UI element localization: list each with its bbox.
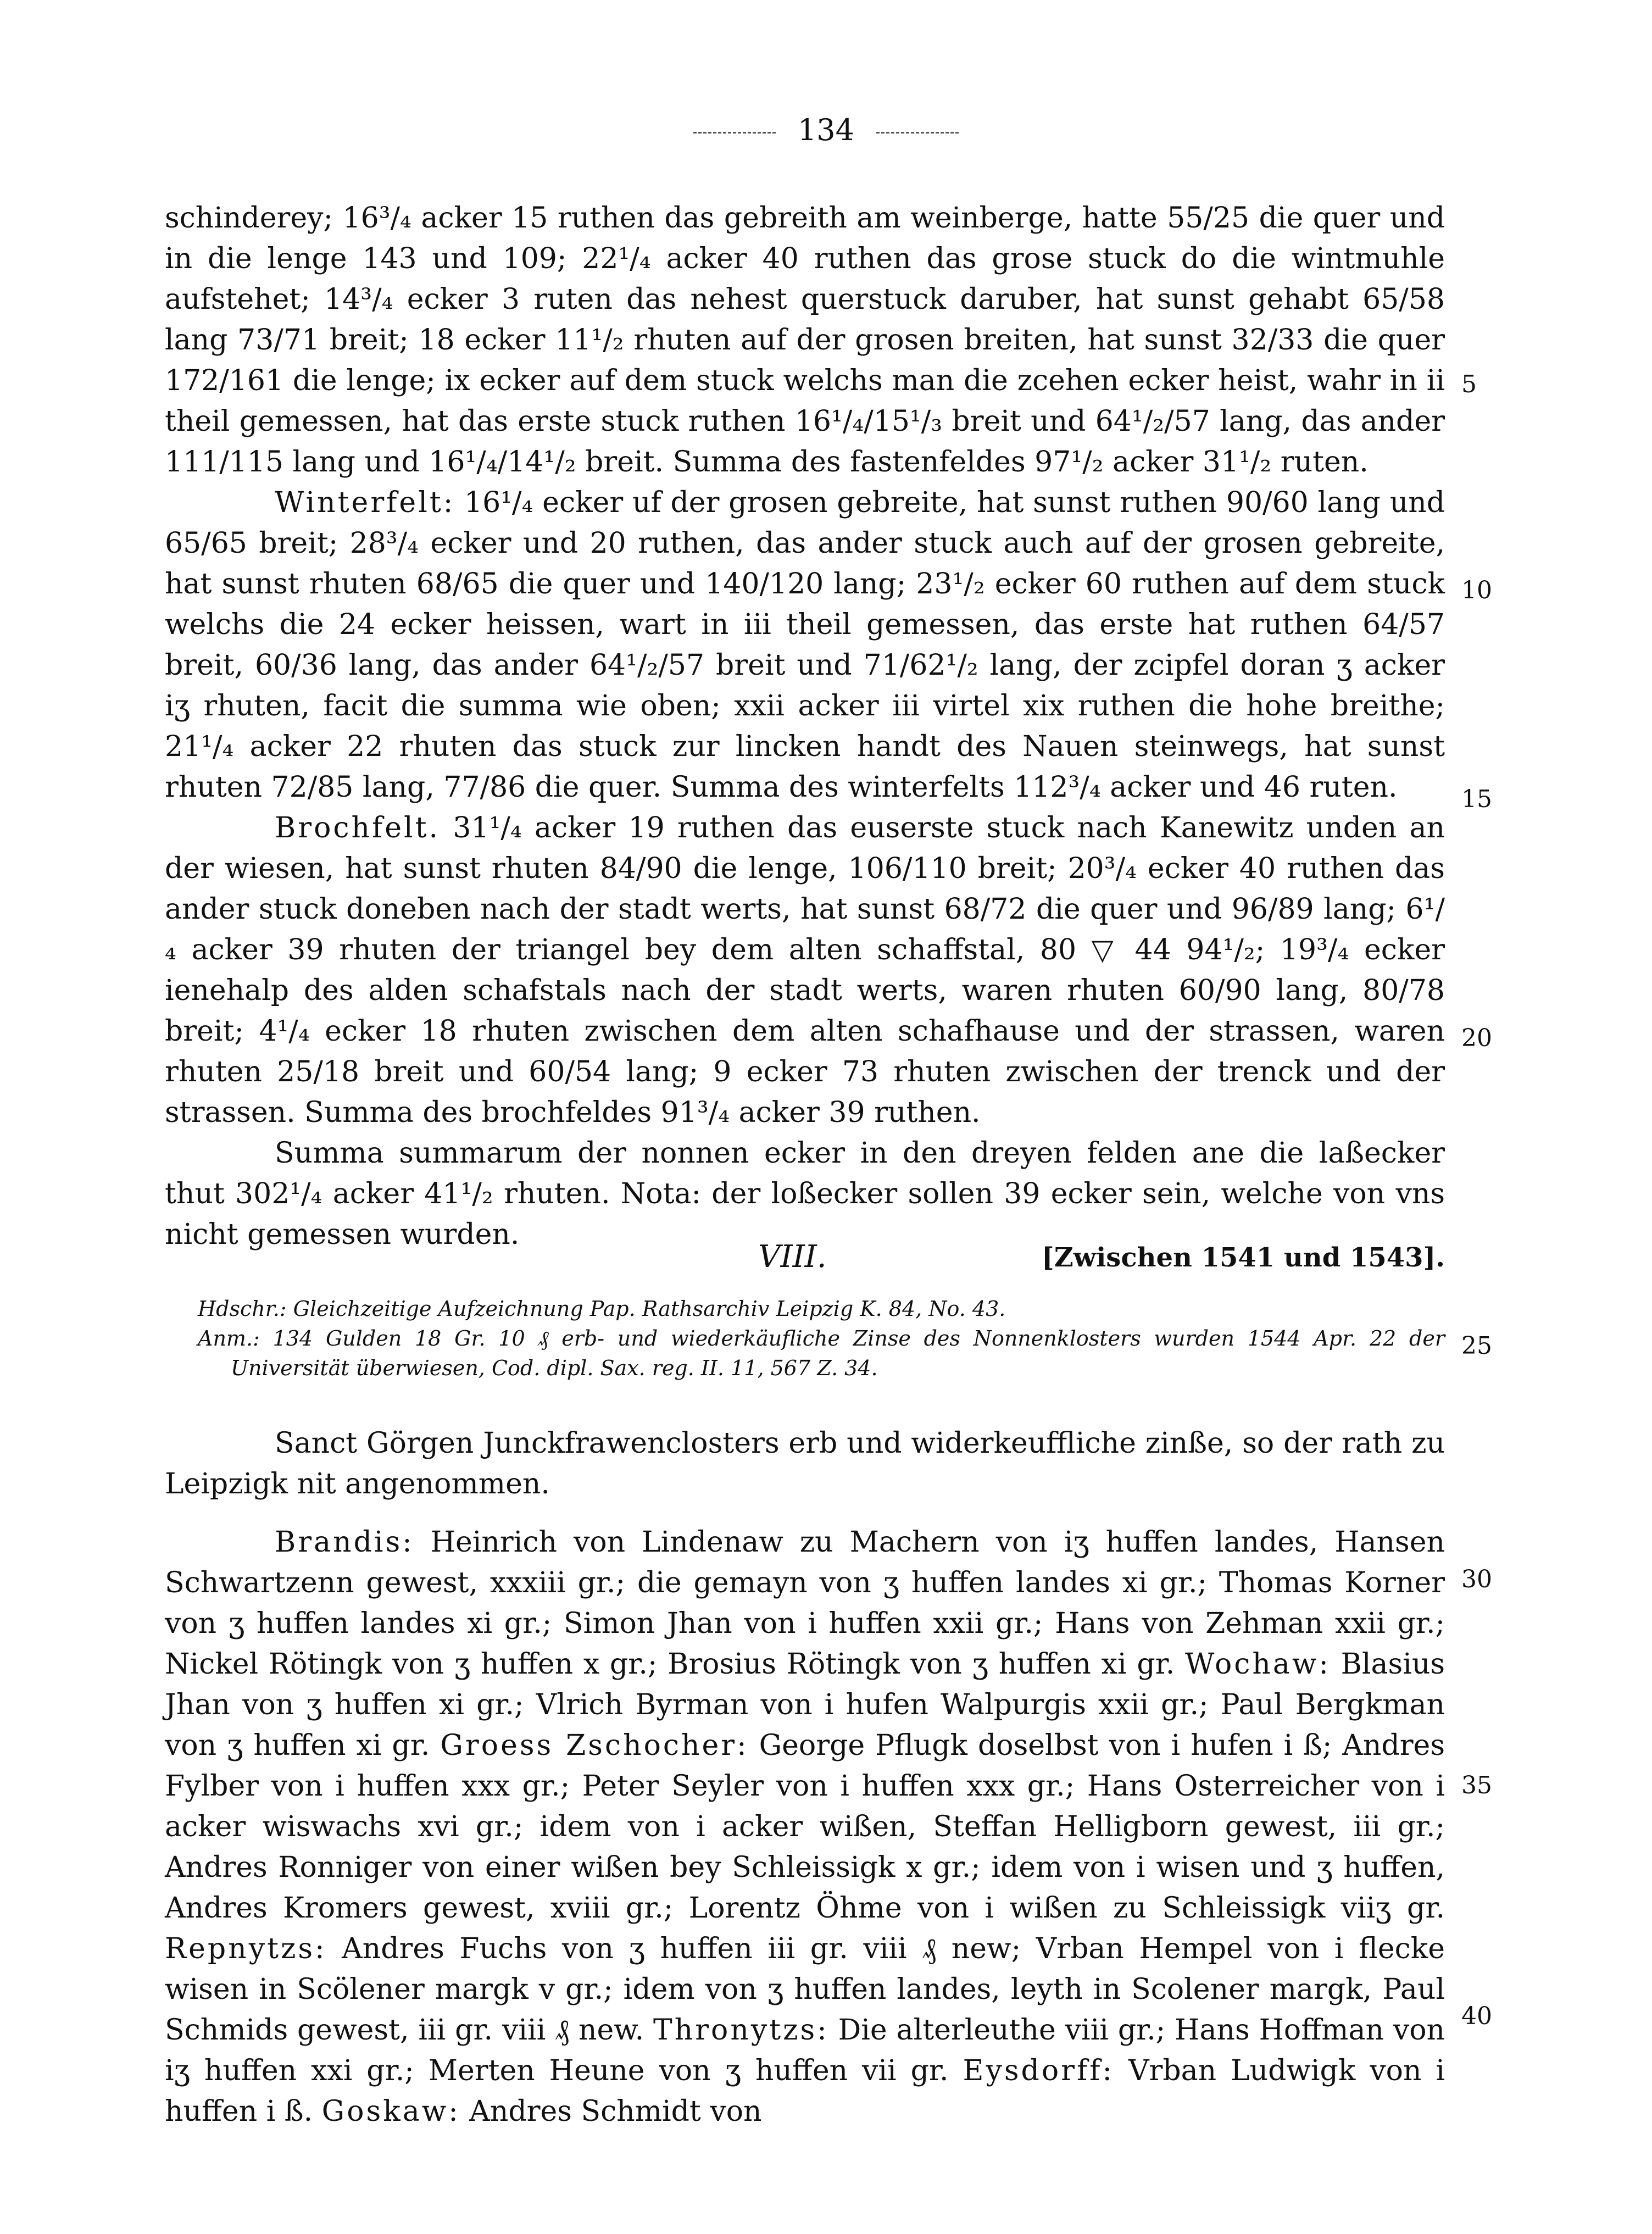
section-heading: [165, 1239, 1445, 1283]
entries-brandis: Heinrich von Lindenaw zu Machern von iʒ huffen landes, Hansen Schwartzenn gewest, xxxiii gr.; die gemayn von ʒ huffen landes xi gr.; Thomas Korner von ʒ huffen landes xi gr.; Simon Jhan von i huffen xxii gr.; Hans von Zehman xxii gr.; Nickel Rötingk von ʒ huffen x gr.; Brosius Rötingk von ʒ huffen xi gr.: [165, 1526, 1445, 1681]
paragraph-fastenfeld: schinderey; 16³/₄ acker 15 ruthen das gebreith am weinberge, hatte 55/25 die quer und in die lenge 143 und 109; 22¹/₄ acker 40 ruthen das grose stuck do die wintmuhle aufstehet; 14³/₄ ecker 3 ruten das nehest querstuck daruber, hat sunst gehabt 65/58 lang 73/71 breit; 18 ecker 11¹/₂ rhuten auf der grosen breiten, hat sunst 32/33 die quer 172/161 die lenge; ix ecker auf dem stuck welchs man die zcehen ecker heist, wahr in ii theil gemessen, hat das erste stuck ruthen 16¹/₄/15¹/₃ breit und 64¹/₂/57 lang, das ander 111/115 lang und 16¹/₄/14¹/₂ breit. Summa des fastenfeldes 97¹/₂ acker 31¹/₂ ruten.: [165, 202, 1445, 479]
page-number: 134: [797, 113, 855, 147]
header-rule-right: [876, 132, 959, 134]
place-goskaw: Goskaw:: [321, 2095, 460, 2128]
fastenfeld-text: [165, 198, 1445, 1255]
line-number-30: 30: [1461, 1565, 1492, 1593]
place-brandis: Brandis:: [275, 1526, 414, 1559]
page-header: [0, 113, 1652, 147]
editorial-notes: [198, 1294, 1445, 1383]
note-hdschr: Hdschr.: Gleichzeitige Aufzeichnung Pap. Rathsarchiv Leipzig K. 84, No. 43.: [198, 1297, 1006, 1321]
label-winterfelt: Winterfelt:: [275, 486, 455, 519]
document-title: Sanct Görgen Junckfrawenclosters erb und widerkeuffliche zinße, so der rath zu Leipzigk nit angenommen.: [165, 1427, 1445, 1501]
zinse-list: [165, 1522, 1445, 2132]
entries-goskaw: Andres Schmidt von: [469, 2095, 762, 2128]
entries-eysdorff: Vrban Ludwigk von i huffen i ß.: [165, 2054, 1445, 2128]
line-number-25: 25: [1461, 1332, 1492, 1360]
entries-thronytzs: Die alterleuthe viii gr.; Hans Hoffman von iʒ huffen xxi gr.; Merten Heune von ʒ huffen vii gr.: [165, 2014, 1445, 2087]
line-number-40: 40: [1461, 2002, 1492, 2030]
entries-wochaw: Blasius Jhan von ʒ huffen xi gr.; Vlrich Byrman von i hufen Walpurgis xxii gr.; Paul Bergkman von ʒ huffen xi gr.: [165, 1648, 1445, 1762]
entries-repnytzs: Andres Fuchs von ʒ huffen iii gr. viii ₰ new; Vrban Hempel von i flecke wisen in Scölener margk v gr.; idem von ʒ huffen landes, leyth in Scolener margk, Paul Schmids gewest, iii gr. viii ₰ new.: [165, 1932, 1445, 2047]
paragraph-brochfelt: [165, 808, 1445, 1133]
header-rule-left: [693, 132, 776, 134]
place-wochaw: Wochaw:: [1185, 1648, 1331, 1681]
line-number-20: 20: [1461, 1024, 1492, 1052]
text-winterfelt: 16¹/₄ ecker uf der grosen gebreite, hat sunst ruthen 90/60 lang und 65/65 breit; 28³/₄ ecker und 20 ruthen, das ander stuck auch auf der grosen gebreite, hat sunst rhuten 68/65 die quer und 140/120 lang; 23¹/₂ ecker 60 ruthen auf dem stuck welchs die 24 ecker heissen, wart in iii theil gemessen, das erste hat ruthen 64/57 breit, 60/36 lang, das ander 64¹/₂/57 breit und 71/62¹/₂ lang, der zcipfel doran ʒ acker iʒ rhuten, facit die summa wie oben; xxii acker iii virtel xix ruthen die hohe breithe; 21¹/₄ acker 22 rhuten das stuck zur lincken handt des Nauen steinwegs, hat sunst rhuten 72/85 lang, 77/86 die quer. Summa des winterfelts 112³/₄ acker und 46 ruten.: [165, 486, 1445, 804]
line-number-10: 10: [1461, 576, 1492, 604]
line-number-35: 35: [1461, 1771, 1492, 1799]
line-number-15: 15: [1461, 785, 1492, 813]
paragraph-summa: Summa summarum der nonnen ecker in den dreyen felden ane die laßecker thut 302¹/₄ acker 41¹/₂ rhuten. Nota: der loßecker sollen 39 ecker sein, welche von vns nicht gemessen wurden.: [165, 1137, 1445, 1251]
entries-groess-zschocher: George Pflugk doselbst von i hufen i ß; Andres Fylber von i huffen xxx gr.; Peter Seyler von i huffen xxx gr.; Hans Osterreicher von i acker wiswachs xvi gr.; idem von i acker wißen, Steffan Helligborn gewest, iii gr.; Andres Ronniger von einer wißen bey Schleissigk x gr.; idem von i wisen und ʒ huffen, Andres Kromers gewest, xviii gr.; Lorentz Öhme von i wißen zu Schleissigk viiʒ gr.: [165, 1729, 1445, 1925]
place-thronytzs: Thronytzs:: [653, 2014, 829, 2047]
place-repnytzs: Repnytzs:: [165, 1932, 327, 1965]
place-groess-zschocher: Groess Zschocher:: [440, 1729, 749, 1762]
zinse-paragraph: [165, 1522, 1445, 2132]
label-brochfelt: Brochfelt.: [275, 812, 441, 844]
place-eysdorff: Eysdorff:: [963, 2054, 1115, 2087]
line-number-5: 5: [1461, 370, 1477, 398]
section-number: VIII.: [758, 1239, 827, 1275]
paragraph-winterfelt: [165, 482, 1445, 808]
text-brochfelt: 31¹/₄ acker 19 ruthen das euserste stuck nach Kanewitz unden an der wiesen, hat sunst rhuten 84/90 die lenge, 106/110 breit; 20³/₄ ecker 40 ruthen das ander stuck doneben nach der stadt werts, hat sunst 68/72 die quer und 96/89 lang; 6¹/₄ acker 39 rhuten der triangel bey dem alten schaffstal, 80 ▽ 44 94¹/₂; 19³/₄ ecker ienehalp des alden schafstals nach der stadt werts, waren rhuten 60/90 lang, 80/78 breit; 4¹/₄ ecker 18 rhuten zwischen dem alten schafhause und der strassen, waren rhuten 25/18 breit und 60/54 lang; 9 ecker 73 rhuten zwischen der trenck und der strassen. Summa des brochfeldes 91³/₄ acker 39 ruthen.: [165, 812, 1445, 1129]
document-title-block: [165, 1423, 1445, 1504]
section-date: [Zwischen 1541 und 1543].: [1042, 1242, 1445, 1273]
note-anm: Anm.: 134 Gulden 18 Gr. 10 ₰ erb- und wiederkäufliche Zinse des Nonnenklosters wurden 1544 Apr. 22 der Universität überwiesen, Cod. dipl. Sax. reg. II. 11, 567 Z. 34.: [198, 1326, 1445, 1380]
